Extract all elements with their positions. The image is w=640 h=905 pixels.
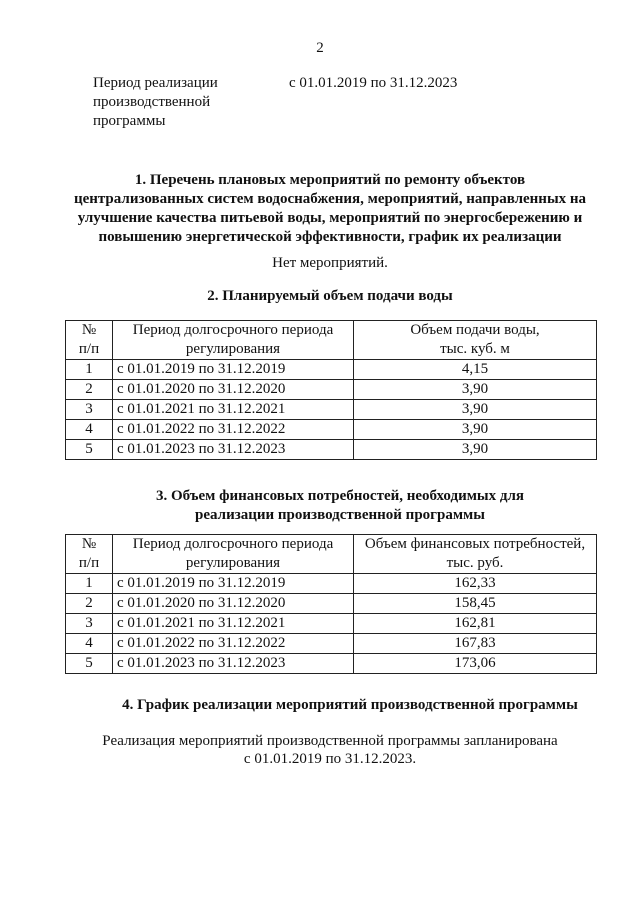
header-period: Период долгосрочного периода регулирования (113, 321, 354, 360)
table-header-row (66, 535, 597, 574)
row-period: с 01.01.2019 по 31.12.2019 (113, 574, 354, 594)
row-number: 3 (66, 400, 113, 420)
section4-text: Реализация мероприятий производственной программы запланирована с 01.01.2019 по 31.12.2023. (102, 733, 558, 767)
row-value: 167,83 (354, 634, 597, 654)
header-number: № п/п (66, 321, 113, 360)
table-row (66, 420, 597, 440)
row-value: 158,45 (354, 594, 597, 614)
section2-title: 2. Планируемый объем подачи воды (207, 288, 453, 304)
page-number: 2 (316, 40, 324, 56)
row-number: 5 (66, 440, 113, 460)
row-number: 3 (66, 614, 113, 634)
table-row (66, 574, 597, 594)
header-finance: Объем финансовых потребностей, тыс. руб. (354, 535, 597, 574)
table-row (66, 634, 597, 654)
row-period: с 01.01.2022 по 31.12.2022 (113, 634, 354, 654)
row-period: с 01.01.2019 по 31.12.2019 (113, 360, 354, 380)
table-row (66, 614, 597, 634)
row-period: с 01.01.2023 по 31.12.2023 (113, 654, 354, 674)
row-period: с 01.01.2023 по 31.12.2023 (113, 440, 354, 460)
row-period: с 01.01.2020 по 31.12.2020 (113, 380, 354, 400)
row-value: 3,90 (354, 420, 597, 440)
table-row (66, 360, 597, 380)
table-row (66, 400, 597, 420)
header-period: Период долгосрочного периода регулирования (113, 535, 354, 574)
water-supply-table (65, 320, 597, 460)
row-number: 5 (66, 654, 113, 674)
section1-text: Нет мероприятий. (272, 255, 388, 271)
table-row (66, 440, 597, 460)
table-row (66, 380, 597, 400)
financial-needs-table (65, 534, 597, 674)
row-number: 1 (66, 360, 113, 380)
period-value: с 01.01.2019 по 31.12.2023 (289, 75, 458, 91)
row-number: 2 (66, 380, 113, 400)
row-period: с 01.01.2020 по 31.12.2020 (113, 594, 354, 614)
section1-title: 1. Перечень плановых мероприятий по ремонту объектов централизованных систем водоснабжения, мероприятий, направленных на улучшение качества питьевой воды, мероприятий по энергосбережению и повышению энергетической эффективности, график их реализации (73, 172, 587, 245)
row-period: с 01.01.2022 по 31.12.2022 (113, 420, 354, 440)
row-value: 3,90 (354, 400, 597, 420)
section4-title: 4. График реализации мероприятий производственной программы (122, 697, 578, 713)
row-value: 162,81 (354, 614, 597, 634)
row-value: 3,90 (354, 380, 597, 400)
row-number: 4 (66, 420, 113, 440)
row-value: 162,33 (354, 574, 597, 594)
row-value: 173,06 (354, 654, 597, 674)
row-period: с 01.01.2021 по 31.12.2021 (113, 614, 354, 634)
header-volume: Объем подачи воды, тыс. куб. м (354, 321, 597, 360)
row-value: 3,90 (354, 440, 597, 460)
row-number: 2 (66, 594, 113, 614)
period-label: Период реализации производственной программы (93, 75, 218, 129)
table-row (66, 654, 597, 674)
header-number: № п/п (66, 535, 113, 574)
row-period: с 01.01.2021 по 31.12.2021 (113, 400, 354, 420)
table-row (66, 594, 597, 614)
row-value: 4,15 (354, 360, 597, 380)
table-header-row (66, 321, 597, 360)
row-number: 4 (66, 634, 113, 654)
program-period (93, 74, 458, 131)
row-number: 1 (66, 574, 113, 594)
section3-title: 3. Объем финансовых потребностей, необходимых для реализации производственной программы (155, 488, 525, 523)
